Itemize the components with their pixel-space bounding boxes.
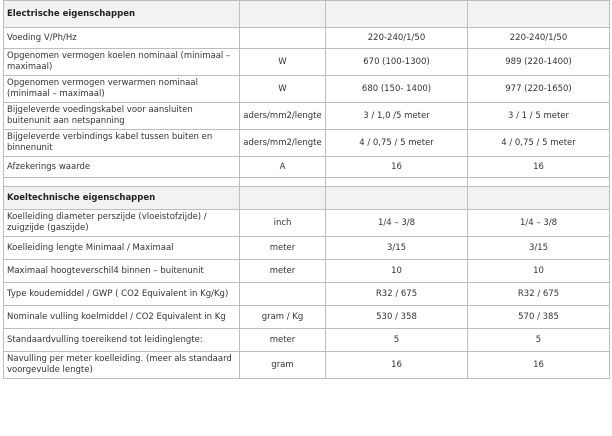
spacer-row — [4, 178, 610, 187]
row-value-1: 3 / 1,0 /5 meter — [326, 103, 468, 130]
row-value-2: 1/4 – 3/8 — [468, 210, 610, 237]
table-row — [4, 130, 610, 157]
table-row — [4, 103, 610, 130]
row-value-1: 10 — [326, 260, 468, 283]
table-row — [4, 237, 610, 260]
table-row — [4, 283, 610, 306]
table-row — [4, 28, 610, 49]
row-value-1: 16 — [326, 352, 468, 379]
empty-cell — [326, 187, 468, 210]
row-unit: gram / Kg — [240, 306, 326, 329]
table-row — [4, 210, 610, 237]
row-label: Nominale vulling koelmiddel / CO2 Equivalent in Kg — [4, 306, 240, 329]
row-value-2: 570 / 385 — [468, 306, 610, 329]
row-unit: aders/mm2/lengte — [240, 103, 326, 130]
table-row — [4, 49, 610, 76]
row-value-2: 3 / 1 / 5 meter — [468, 103, 610, 130]
row-unit: A — [240, 157, 326, 178]
row-unit: W — [240, 76, 326, 103]
row-value-1: 680 (150- 1400) — [326, 76, 468, 103]
row-label: Opgenomen vermogen koelen nominaal (minimaal – maximaal) — [4, 49, 240, 76]
row-value-2: 10 — [468, 260, 610, 283]
row-label: Koelleiding diameter perszijde (vloeistofzijde) / zuigzijde (gaszijde) — [4, 210, 240, 237]
row-value-2: 16 — [468, 352, 610, 379]
row-value-2: 5 — [468, 329, 610, 352]
row-label: Standaardvulling toereikend tot leidinglengte: — [4, 329, 240, 352]
empty-cell — [326, 178, 468, 187]
row-value-1: R32 / 675 — [326, 283, 468, 306]
section-title: Electrische eigenschappen — [4, 1, 240, 28]
row-label: Bijgeleverde voedingskabel voor aansluiten buitenunit aan netspanning — [4, 103, 240, 130]
row-unit: W — [240, 49, 326, 76]
row-value-1: 530 / 358 — [326, 306, 468, 329]
table-row — [4, 260, 610, 283]
empty-cell — [326, 1, 468, 28]
row-value-1: 1/4 – 3/8 — [326, 210, 468, 237]
row-label: Navulling per meter koelleiding. (meer als standaard voorgevulde lengte) — [4, 352, 240, 379]
empty-cell — [240, 187, 326, 210]
table-row — [4, 157, 610, 178]
row-label: Koelleiding lengte Minimaal / Maximaal — [4, 237, 240, 260]
empty-cell — [468, 1, 610, 28]
row-label: Maximaal hoogteverschil4 binnen – buitenunit — [4, 260, 240, 283]
row-value-2: 977 (220-1650) — [468, 76, 610, 103]
row-unit — [240, 28, 326, 49]
row-value-1: 4 / 0,75 / 5 meter — [326, 130, 468, 157]
empty-cell — [240, 1, 326, 28]
row-unit: aders/mm2/lengte — [240, 130, 326, 157]
row-value-1: 5 — [326, 329, 468, 352]
row-label: Afzekerings waarde — [4, 157, 240, 178]
empty-cell — [240, 178, 326, 187]
row-unit: meter — [240, 237, 326, 260]
row-value-2: 4 / 0,75 / 5 meter — [468, 130, 610, 157]
empty-cell — [4, 178, 240, 187]
row-unit: meter — [240, 329, 326, 352]
specifications-table — [3, 0, 610, 379]
row-value-2: 16 — [468, 157, 610, 178]
row-unit — [240, 283, 326, 306]
row-label: Voeding V/Ph/Hz — [4, 28, 240, 49]
empty-cell — [468, 187, 610, 210]
table-row — [4, 329, 610, 352]
row-unit: meter — [240, 260, 326, 283]
row-label: Bijgeleverde verbindings kabel tussen buiten en binnenunit — [4, 130, 240, 157]
empty-cell — [468, 178, 610, 187]
row-value-1: 16 — [326, 157, 468, 178]
section-header — [4, 1, 610, 28]
row-value-2: 220-240/1/50 — [468, 28, 610, 49]
table-row — [4, 352, 610, 379]
section-title: Koeltechnische eigenschappen — [4, 187, 240, 210]
row-value-1: 220-240/1/50 — [326, 28, 468, 49]
row-label: Opgenomen vermogen verwarmen nominaal (minimaal – maximaal) — [4, 76, 240, 103]
row-unit: inch — [240, 210, 326, 237]
row-value-1: 670 (100-1300) — [326, 49, 468, 76]
row-value-1: 3/15 — [326, 237, 468, 260]
row-label: Type koudemiddel / GWP ( CO2 Equivalent in Kg/Kg) — [4, 283, 240, 306]
row-value-2: 989 (220-1400) — [468, 49, 610, 76]
row-value-2: R32 / 675 — [468, 283, 610, 306]
table-row — [4, 306, 610, 329]
row-value-2: 3/15 — [468, 237, 610, 260]
row-unit: gram — [240, 352, 326, 379]
section-header — [4, 187, 610, 210]
table-row — [4, 76, 610, 103]
